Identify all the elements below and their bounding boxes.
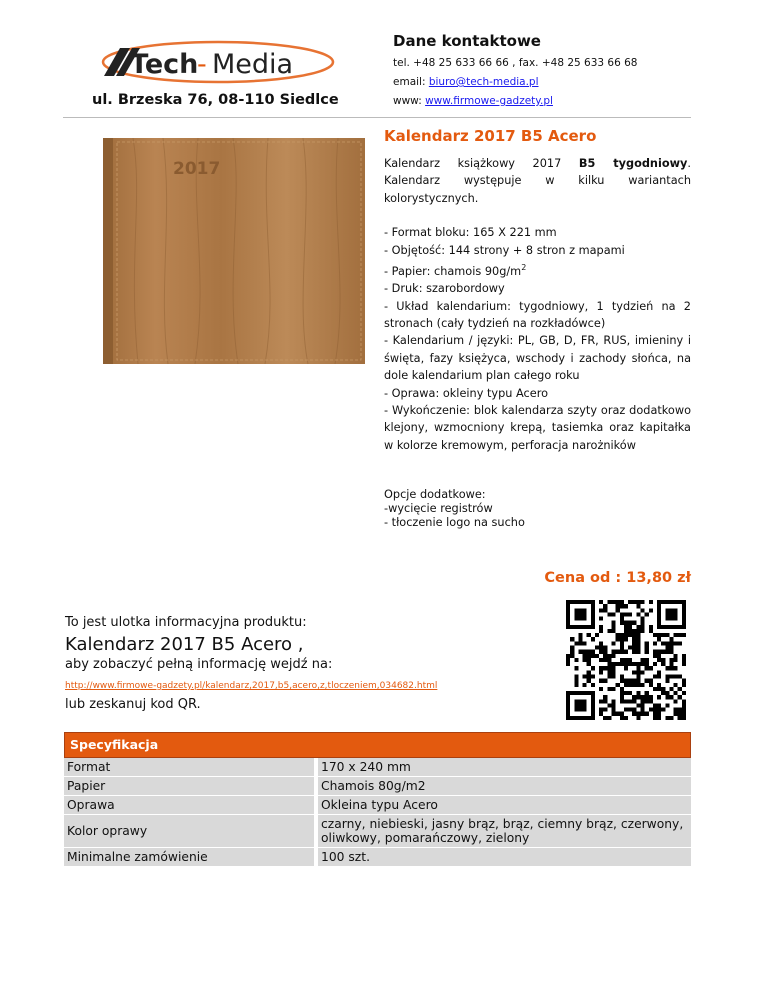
table-row [64, 815, 691, 848]
svg-text:-: - [197, 49, 207, 80]
option-item: -wycięcie registrów [384, 502, 493, 516]
product-title: Kalendarz 2017 B5 Acero [384, 127, 597, 145]
options-title: Opcje dodatkowe: [384, 488, 486, 502]
option-item: - tłoczenie logo na sucho [384, 516, 525, 530]
spec-value: Chamois 80g/m2 [318, 777, 691, 795]
company-address: ul. Brzeska 76, 08-110 Siedlce [92, 92, 339, 108]
spec-key: Format [64, 758, 314, 776]
feature-item: - Druk: szarobordowy [384, 282, 505, 296]
feature-item: - Format bloku: 165 X 221 mm [384, 226, 557, 240]
www-link[interactable]: www.firmowe-gadzety.pl [425, 95, 553, 107]
scan-qr-text: lub zeskanuj kod QR. [65, 697, 201, 712]
product-description [384, 155, 691, 530]
email-line [393, 76, 539, 88]
spec-key: Minimalne zamówienie [64, 848, 314, 866]
feature-item: - Papier: chamois $90g/m^2$ [384, 263, 527, 278]
table-row [64, 796, 691, 815]
product-image [103, 138, 365, 364]
feature-item: - Wykończenie: blok kalendarza szyty oraz dodatkowo klejony, wzmocniony krepą, tasiemka oraz kapitałka w kolorze kremowym, perforacja narożników [384, 404, 691, 452]
spec-value: 170 x 240 mm [318, 758, 691, 776]
spec-key: Kolor oprawy [64, 815, 314, 847]
intro-paragraph: Kalendarz książkowy 2017 B5 tygodniowy. Kalendarz występuje w kilku wariantach kolorystycznych. [384, 157, 692, 205]
leaflet-product-name: Kalendarz 2017 B5 Acero , [65, 634, 304, 655]
feature-item: - Oprawa: okleiny typu Acero [384, 386, 549, 400]
spec-value: czarny, niebieski, jasny brąz, brąz, ciemny brąz, czerwony, oliwkowy, pomarańczowy, zielony [318, 815, 691, 847]
table-row [64, 777, 691, 796]
header-divider [63, 117, 691, 118]
email-label: email: [393, 76, 429, 88]
www-label: www: [393, 95, 426, 107]
spec-key: Papier [64, 777, 314, 795]
spec-value: 100 szt. [318, 848, 691, 866]
svg-text:Media: Media [212, 49, 294, 80]
contact-title: Dane kontaktowe [393, 32, 541, 50]
table-row [64, 758, 691, 777]
company-logo [100, 40, 335, 84]
svg-text:Tech: Tech [130, 49, 199, 80]
qr-code[interactable] [561, 600, 691, 720]
spec-key: Oprawa [64, 796, 314, 814]
spec-table [64, 732, 691, 867]
feature-item: - Kalendarium / języki: PL, GB, D, FR, RUS, imieniny i święta, fazy księżyca, wschody i zachody słońca, na dole kalendarium plan całego roku [384, 334, 691, 383]
www-line [393, 95, 553, 107]
feature-item: - Układ kalendarium: tygodniowy, 1 tydzień na 2 stronach (cały tydzień na rozkładówce) [384, 299, 691, 331]
email-link[interactable]: biuro@tech-media.pl [428, 76, 539, 88]
table-row [64, 848, 691, 867]
spec-value: Okleina typu Acero [318, 796, 691, 814]
feature-item: - Objętość: 144 strony + 8 stron z mapami [384, 243, 625, 257]
spec-title: Specyfikacja [64, 732, 691, 758]
see-more-text: aby zobaczyć pełną informację wejdź na: [65, 657, 333, 672]
product-link[interactable]: http://www.firmowe-gadzety.pl/kalendarz,2017,b5,acero,z,tloczeniem,034682.html [65, 681, 438, 691]
leaflet-intro: To jest ulotka informacyjna produktu: [65, 615, 307, 630]
phone-line: tel. +48 25 633 66 66 , fax. +48 25 633 66 68 [393, 57, 638, 69]
price-label: Cena od : 13,80 zł [544, 570, 691, 586]
cover-year: 2017 [173, 159, 221, 179]
